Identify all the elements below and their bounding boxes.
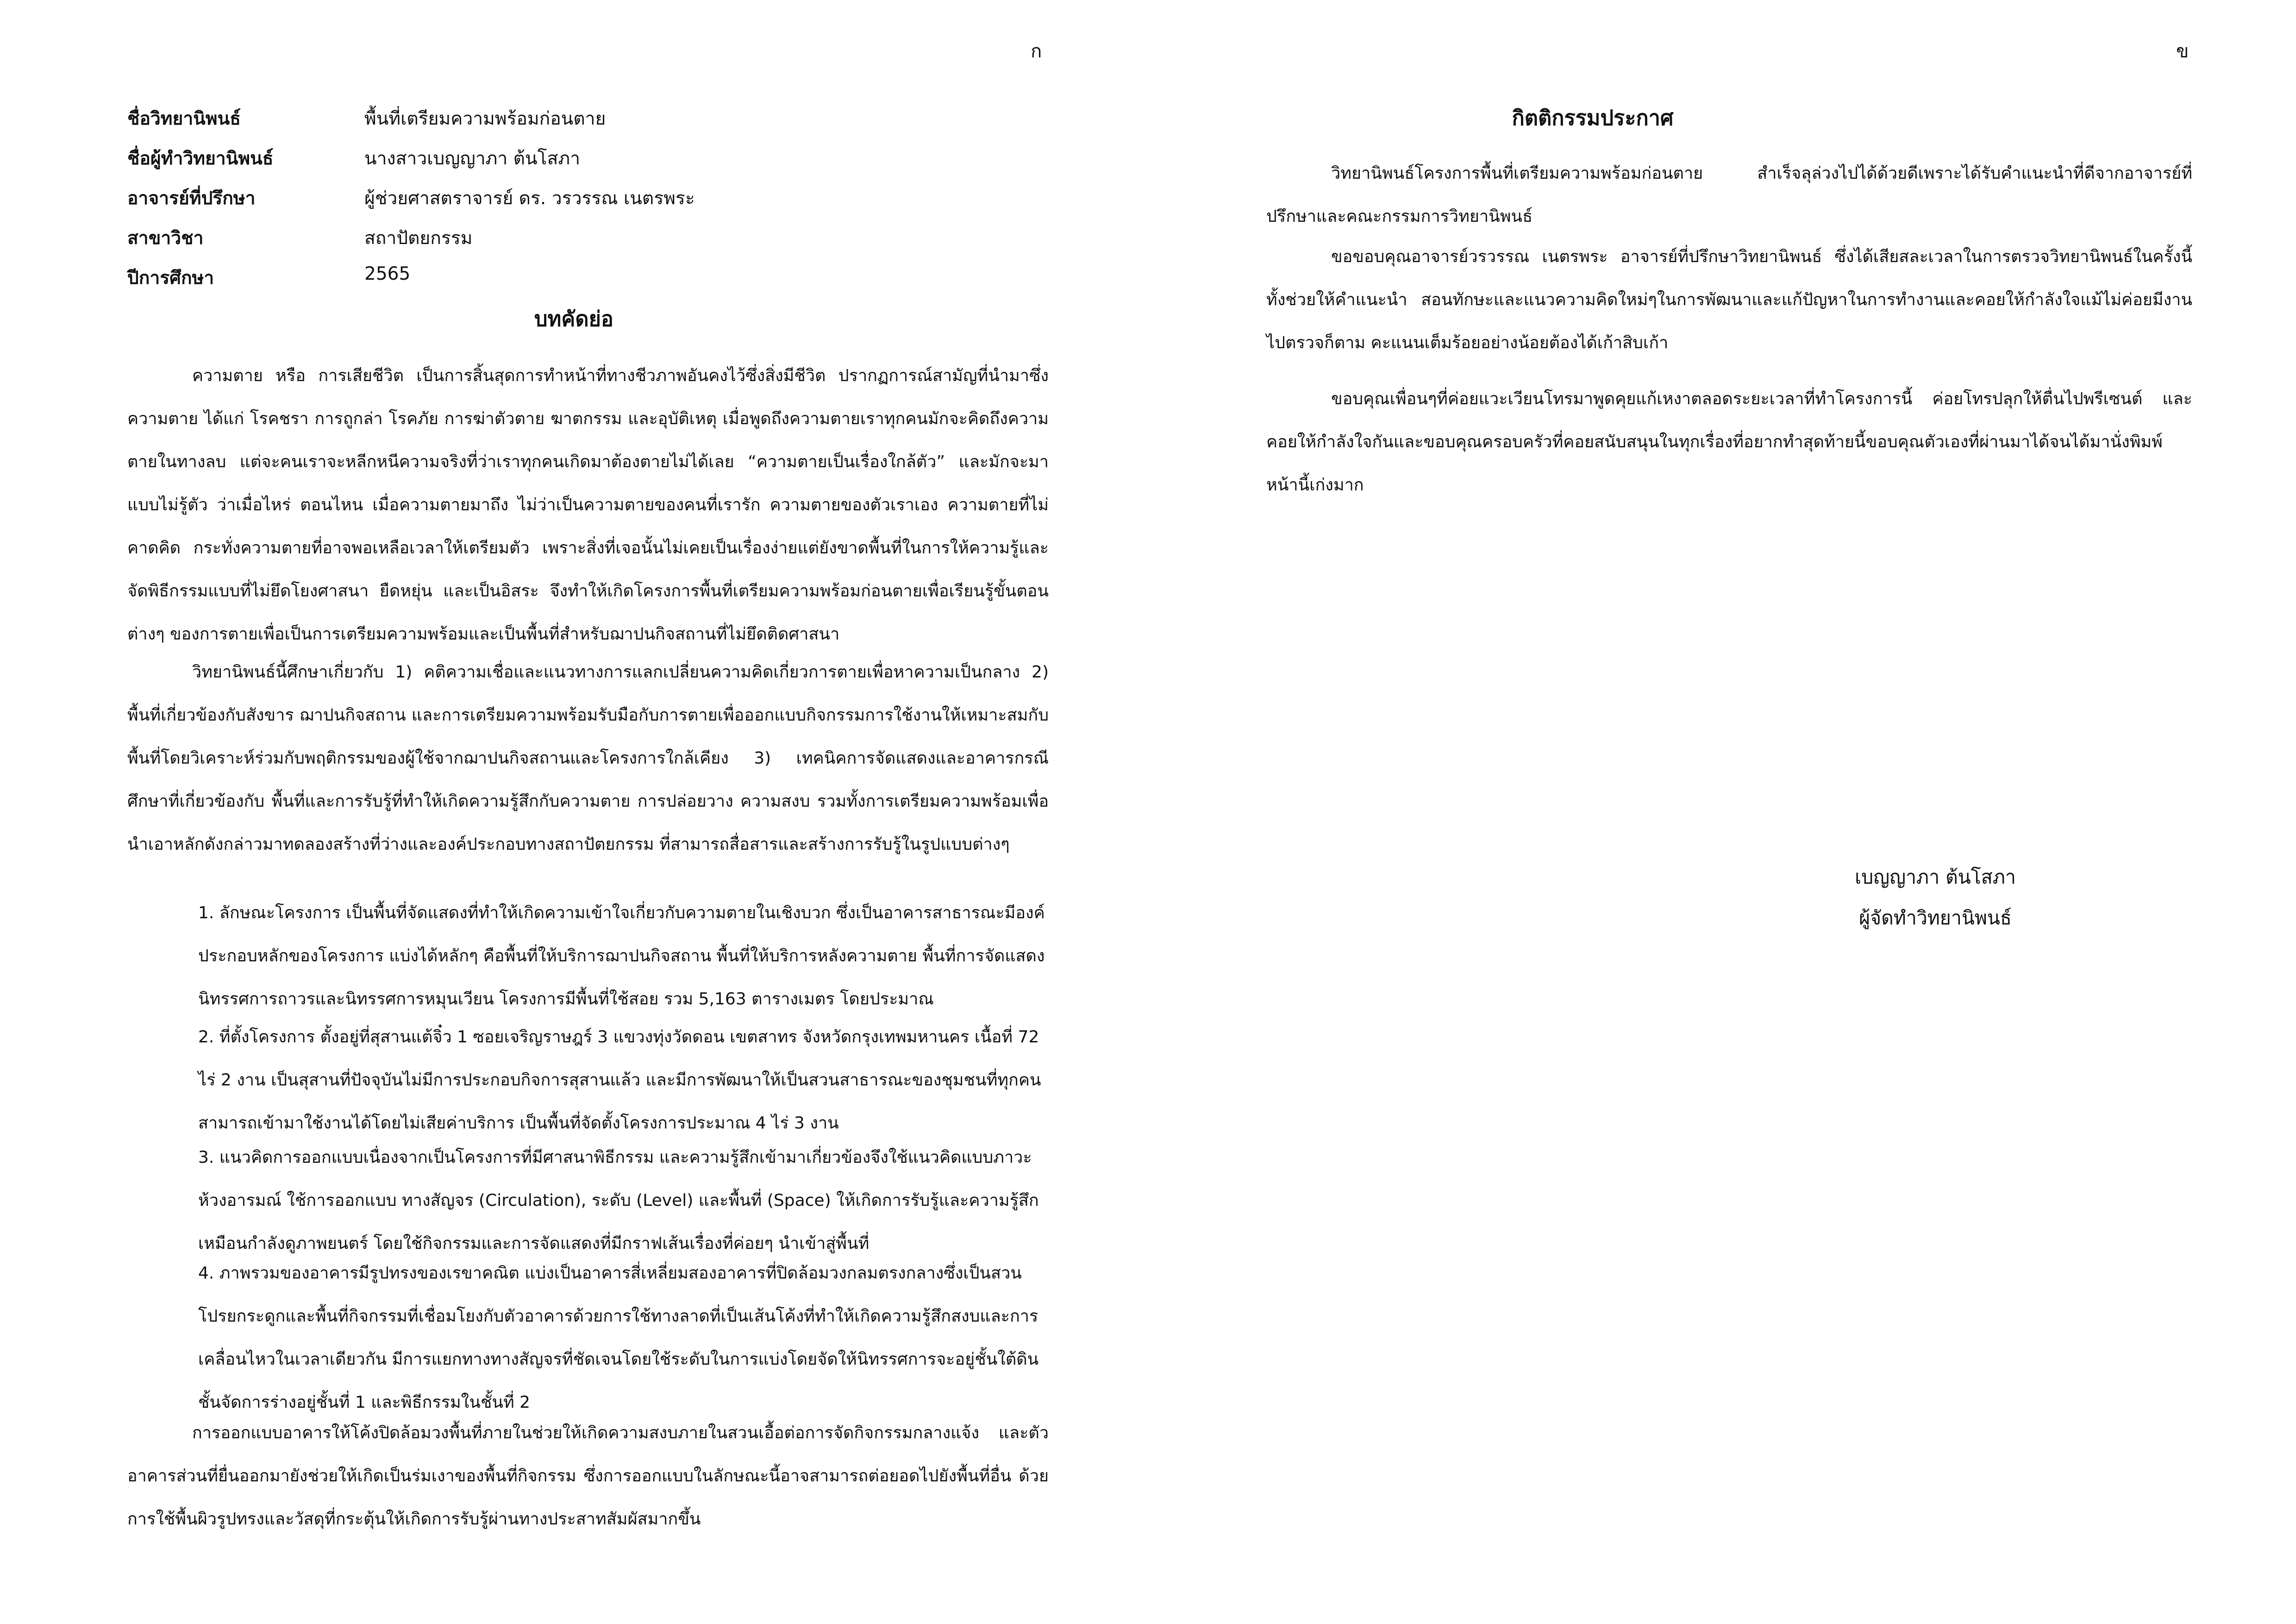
acknowledgement-paragraph-3: ขอบคุณเพื่อนๆที่ค่อยแวะเวียนโทรมาพูดคุยแก้เหงาตลอดระยะเวลาที่ทำโครงการนี้ ค่อยโทรปลุกให้ตื่นไปพรีเซนต์ และคอยให้กำลังใจกันและขอบคุณครอบครัวที่คอยสนับสนุนในทุกเรื่องที่อยากทำสุดท้ายนี้ขอบคุณตัวเองที่ผ่านมาได้จนได้มานั่งพิมพ์หน้านี้เก่งมาก bbox=[1266, 389, 2192, 495]
meta-row-title bbox=[127, 100, 1053, 139]
abstract-paragraph-2: วิทยานิพนธ์นี้ศึกษาเกี่ยวกับ 1) คติความเชื่อและแนวทางการแลกเปลี่ยนความคิดเกี่ยวการตายเพื่อหาความเป็นกลาง 2) พื้นที่เกี่ยวข้องกับสังขาร ฌาปนกิจสถาน และการเตรียมความพร้อมรับมือกับการตายเพื่อออกแบบกิจกรรมการใช้งานให้เหมาะสมกับพื้นที่โดยวิเคราะห์ร่วมกับพฤติกรรมของผู้ใช้จากฌาปนกิจสถานและโครงการใกล้เคียง 3) เทคนิคการจัดแสดงและอาคารกรณีศึกษาที่เกี่ยวข้องกับ พื้นที่และการรับรู้ที่ทำให้เกิดความรู้สึกกับความตาย การปล่อยวาง ความสงบ รวมทั้งการเตรียมความพร้อมเพื่อนำเอาหลักดังกล่าวมาทดลองสร้างที่ว่างและองค์ประกอบทางสถาปัตยกรรม ที่สามารถสื่อสารและสร้างการรับรู้ในรูปแบบต่างๆ bbox=[127, 663, 1049, 854]
list-item-text: 3. แนวคิดการออกแบบเนื่องจากเป็นโครงการที่มีศาสนาพิธีกรรม และความรู้สึกเข้ามาเกี่ยวข้องจึงใช้แนวคิดแบบภาวะห้วงอารมณ์ ใช้การออกแบบ ทางสัญจร (Circulation), ระดับ (Level) และพื้นที่ (Space) ให้เกิดการรับรู้และความรู้สึกเหมือนกำลังดูภาพยนตร์ โดยใช้กิจกรรมและการจัดแสดงที่มีกราฟเส้นเรื่องที่ค่อยๆ นำเข้าสู่พื้นที่ bbox=[198, 1148, 1039, 1253]
acknowledgement-paragraph-2: ขอขอบคุณอาจารย์วรวรรณ เนตรพระ อาจารย์ที่ปรึกษาวิทยานิพนธ์ ซึ่งได้เสียสละเวลาในการตรวจวิทยานิพนธ์ในครั้งนี้ ทั้งช่วยให้คำแนะนำ สอนทักษะและแนวความคิดใหม่ๆในการพัฒนาและแก้ปัญหาในการทำงานและคอยให้กำลังใจแม้ไม่ค่อยมีงานไปตรวจก็ตาม คะแนนเต็มร้อยอย่างน้อยต้องได้เก้าสิบเก้า bbox=[1266, 247, 2192, 352]
meta-label: อาจารย์ที่ปรึกษา bbox=[127, 188, 256, 209]
list-item-text: 2. ที่ตั้งโครงการ ตั้งอยู่ที่สุสานแต้จิ๋ว 1 ซอยเจริญราษฎร์ 3 แขวงทุ่งวัดดอน เขตสาทร จังหวัดกรุงเทพมหานคร เนื้อที่ 72 ไร่ 2 งาน เป็นสุสานที่ปัจจุบันไม่มีการประกอบกิจการสุสานแล้ว และมีการพัฒนาให้เป็นสวนสาธารณะของชุมชนที่ทุกคนสามารถเข้ามาใช้งานได้โดยไม่เสียค่าบริการ เป็นพื้นที่จัดตั้งโครงการประมาณ 4 ไร่ 3 งาน bbox=[198, 1028, 1041, 1133]
signature-name: เบญญาภา ต้นโสภา bbox=[1855, 866, 2016, 888]
meta-value: 2565 bbox=[364, 263, 411, 284]
meta-label: ปีการศึกษา bbox=[127, 268, 214, 288]
meta-value: สถาปัตยกรรม bbox=[364, 228, 473, 249]
abstract-list-item bbox=[198, 1136, 1045, 1265]
list-item-text: 4. ภาพรวมของอาคารมีรูปทรงของเรขาคณิต แบ่งเป็นอาคารสี่เหลี่ยมสองอาคารที่ปิดล้อมวงกลมตรงกลางซึ่งเป็นสวนโปรยกระดูกและพื้นที่กิจกรรมที่เชื่อมโยงกับตัวอาคารด้วยการใช้ทางลาดที่เป็นเส้นโค้งที่ทำให้เกิดความรู้สึกสงบและการเคลื่อนไหวในเวลาเดียวกัน มีการแยกทางทางสัญจรที่ชัดเจนโดยใช้ระดับในการแบ่งโดยจัดให้นิทรรศการจะอยู่ชั้นใต้ดิน ชั้นจัดการร่างอยู่ชั้นที่ 1 และพิธีกรรมในชั้นที่ 2 bbox=[198, 1264, 1039, 1412]
meta-row-major bbox=[127, 219, 1053, 259]
signature-role: ผู้จัดทำวิทยานิพนธ์ bbox=[1859, 907, 2012, 929]
right-page bbox=[1148, 0, 2296, 1624]
acknowledgement-paragraph-1: วิทยานิพนธ์โครงการพื้นที่เตรียมความพร้อมก่อนตาย สำเร็จลุล่วงไปได้ด้วยดีเพราะได้รับคำแนะนำที่ดีจากอาจารย์ที่ปรึกษาและคณะกรรมการวิทยานิพนธ์ bbox=[1266, 164, 2192, 226]
meta-row-advisor bbox=[127, 179, 1053, 219]
meta-value: ผู้ช่วยศาสตราจารย์ ดร. วรวรรณ เนตรพระ bbox=[364, 188, 695, 209]
page-number-left: ก bbox=[1031, 41, 1042, 62]
list-item-text: 1. ลักษณะโครงการ เป็นพื้นที่จัดแสดงที่ทำให้เกิดความเข้าใจเกี่ยวกับความตายในเชิงบวก ซึ่งเป็นอาคารสาธารณะมีองค์ประกอบหลักของโครงการ แบ่งได้หลักๆ คือพื้นที่ให้บริการฌาปนกิจสถาน พื้นที่ให้บริการหลังความตาย พื้นที่การจัดแสดงนิทรรศการถาวรและนิทรรศการหมุนเวียน โครงการมีพื้นที่ใช้สอย รวม 5,163 ตารางเมตร โดยประมาณ bbox=[198, 903, 1045, 1009]
meta-label: สาขาวิชา bbox=[127, 228, 204, 249]
abstract-paragraph-1: ความตาย หรือ การเสียชีวิต เป็นการสิ้นสุดการทำหน้าที่ทางชีวภาพอันคงไว้ซึ่งสิ่งมีชีวิต ปรากฏการณ์สามัญที่นำมาซึ่งความตาย ได้แก่ โรคชรา การถูกล่า โรคภัย การฆ่าตัวตาย ฆาตกรรม และอุบัติเหตุ เมื่อพูดถึงความตายเราทุกคนมักจะคิดถึงความตายในทางลบ แต่จะคนเราจะหลีกหนีความจริงที่ว่าเราทุกคนเกิดมาต้องตายไม่ได้เลย “ความตายเป็นเรื่องใกล้ตัว” และมักจะมาแบบไม่รู้ตัว ว่าเมื่อไหร่ ตอนไหน เมื่อความตายมาถึง ไม่ว่าเป็นความตายของคนที่เรารัก ความตายของตัวเราเอง ความตายที่ไม่คาดคิด กระทั่งความตายที่อาจพอเหลือเวลาให้เตรียมตัว เพราะสิ่งที่เจอนั้นไม่เคยเป็นเรื่องง่ายแต่ยังขาดพื้นที่ในการให้ความรู้และจัดพิธีกรรมแบบที่ไม่ยึดโยงศาสนา ยืดหยุ่น และเป็นอิสระ จึงทำให้เกิดโครงการพื้นที่เตรียมความพร้อมก่อนตายเพื่อเรียนรู้ขั้นตอนต่างๆ ของการตายเพื่อเป็นการเตรียมความพร้อมและเป็นพื้นที่สำหรับฌาปนกิจสถานที่ไม่ยึดติดศาสนา bbox=[127, 366, 1049, 644]
page-number-right: ข bbox=[2176, 41, 2189, 62]
abstract-list-item bbox=[198, 1016, 1045, 1145]
thesis-meta bbox=[127, 100, 1053, 299]
meta-label: ชื่อวิทยานิพนธ์ bbox=[127, 108, 241, 129]
meta-row-author bbox=[127, 139, 1053, 179]
abstract-paragraph-3: การออกแบบอาคารให้โค้งปิดล้อมวงพื้นที่ภายในช่วยให้เกิดความสงบภายในสวนเอื้อต่อการจัดกิจกรรมกลางแจ้ง และตัวอาคารส่วนที่ยื่นออกมายังช่วยให้เกิดเป็นร่มเงาของพื้นที่กิจกรรม ซึ่งการออกแบบในลักษณะนี้อาจสามารถต่อยอดไปยังพื้นที่อื่น ด้วยการใช้พื้นผิวรูปทรงและวัสดุที่กระตุ้นให้เกิดการรับรู้ผ่านทางประสาทสัมผัสมากขึ้น bbox=[127, 1423, 1049, 1529]
abstract-list-item bbox=[198, 891, 1045, 1021]
abstract-title: บทคัดย่อ bbox=[534, 307, 613, 331]
meta-row-year bbox=[127, 259, 1053, 299]
meta-label: ชื่อผู้ทำวิทยานิพนธ์ bbox=[127, 148, 274, 169]
meta-value: นางสาวเบญญาภา ต้นโสภา bbox=[364, 148, 581, 169]
acknowledgement-title: กิตติกรรมประกาศ bbox=[1512, 106, 1674, 130]
abstract-list-item bbox=[198, 1252, 1045, 1424]
meta-value: พื้นที่เตรียมความพร้อมก่อนตาย bbox=[364, 108, 606, 129]
